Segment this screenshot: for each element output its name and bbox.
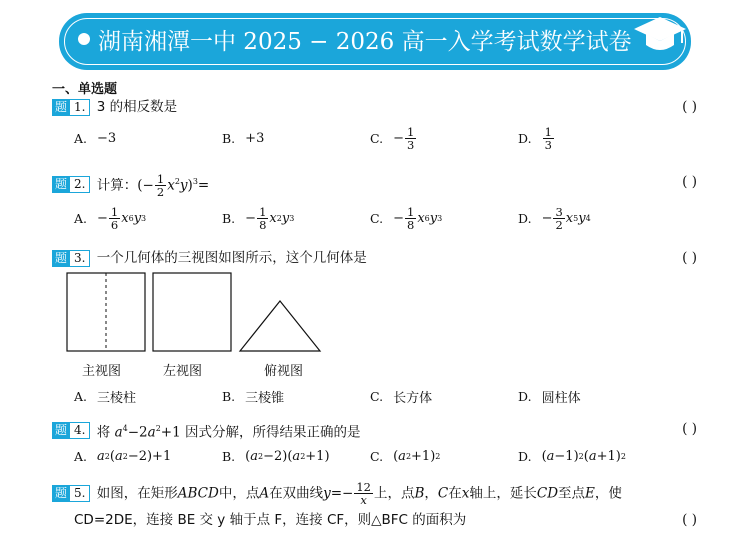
top-view-label: 俯视图	[264, 364, 304, 379]
question-3	[52, 247, 697, 269]
option-c[interactable]: C. − $\frac{1}{3}$	[370, 124, 415, 152]
answer-blank: ( )	[682, 512, 697, 528]
question-badge: 题 5.	[52, 485, 90, 502]
option-c[interactable]: C. ( a 2 +1) 2	[370, 448, 441, 464]
option-d[interactable]: D. ( a −1) 2 ( a +1) 2	[518, 448, 626, 464]
option-a[interactable]: A. 三棱柱	[74, 388, 137, 406]
options-q1	[74, 123, 694, 153]
options-q3	[74, 381, 694, 411]
option-c[interactable]: C. − $\frac{1}{8}$ x 6 y 3	[370, 204, 443, 232]
three-view-figure	[66, 272, 326, 372]
question-4	[52, 418, 697, 440]
section-title: 一、单选题	[52, 82, 118, 97]
answer-blank: ( )	[682, 421, 697, 437]
option-a[interactable]: A. − $\frac{1}{6}$ x 6 y 3	[74, 204, 147, 232]
option-b[interactable]: B. ( a 2 −2)( a 2 +1)	[222, 448, 330, 464]
answer-blank: ( )	[682, 250, 697, 266]
question-5-line2	[74, 509, 697, 531]
option-c[interactable]: C. 长方体	[370, 388, 433, 406]
option-a[interactable]: A. −3	[74, 130, 117, 146]
question-badge: 题 1.	[52, 99, 90, 116]
side-view-rect	[153, 273, 231, 351]
question-text-line2: CD=2DE，连接 BE 交 y 轴于点 F，连接 CF，则△BFC 的面积为	[74, 512, 467, 528]
question-text: 3 的相反数是	[96, 99, 178, 115]
banner-bullet-dot	[78, 33, 90, 45]
top-view-triangle	[240, 301, 320, 351]
question-badge: 题 2.	[52, 176, 90, 193]
question-text: 一个几何体的三视图如图所示，这个几何体是	[96, 250, 367, 266]
side-view-label: 左视图	[163, 364, 203, 379]
page-title: 湖南湘潭一中 2025 − 2026 高一入学考试数学试卷	[98, 29, 632, 55]
options-q4	[74, 441, 694, 471]
option-b[interactable]: B. − $\frac{1}{8}$ x 2 y 3	[222, 204, 295, 232]
question-badge: 题 4.	[52, 422, 90, 439]
graduation-cap-icon	[632, 13, 688, 57]
question-2	[52, 171, 697, 199]
option-d[interactable]: D. $\frac{1}{3}$	[518, 124, 552, 152]
options-q2	[74, 203, 694, 233]
answer-blank: ( )	[682, 174, 697, 190]
question-5	[52, 480, 697, 507]
option-d[interactable]: D. 圆柱体	[518, 388, 581, 406]
question-1	[52, 96, 697, 118]
question-text: 计算：(− $\frac{1}{2}$ $x^2y)^3=$	[96, 172, 210, 199]
question-text: 将 $a^4-2a^2+1$ 因式分解，所得结果正确的是	[96, 424, 361, 441]
question-badge: 题 3.	[52, 250, 90, 267]
front-view-label: 主视图	[82, 364, 122, 379]
option-a[interactable]: A. a 2 ( a 2 −2)+1	[74, 448, 172, 464]
question-text-line1: 如图，在矩形ABCD中，点A在双曲线y=− $\frac{12}{x}$ 上，点B，C在x轴上，延长CD至点E，使	[96, 480, 622, 507]
option-b[interactable]: B. +3	[222, 130, 265, 146]
answer-blank: ( )	[682, 99, 697, 115]
option-b[interactable]: B. 三棱锥	[222, 388, 285, 406]
option-d[interactable]: D. − $\frac{3}{2}$ x 5 y 4	[518, 204, 591, 232]
